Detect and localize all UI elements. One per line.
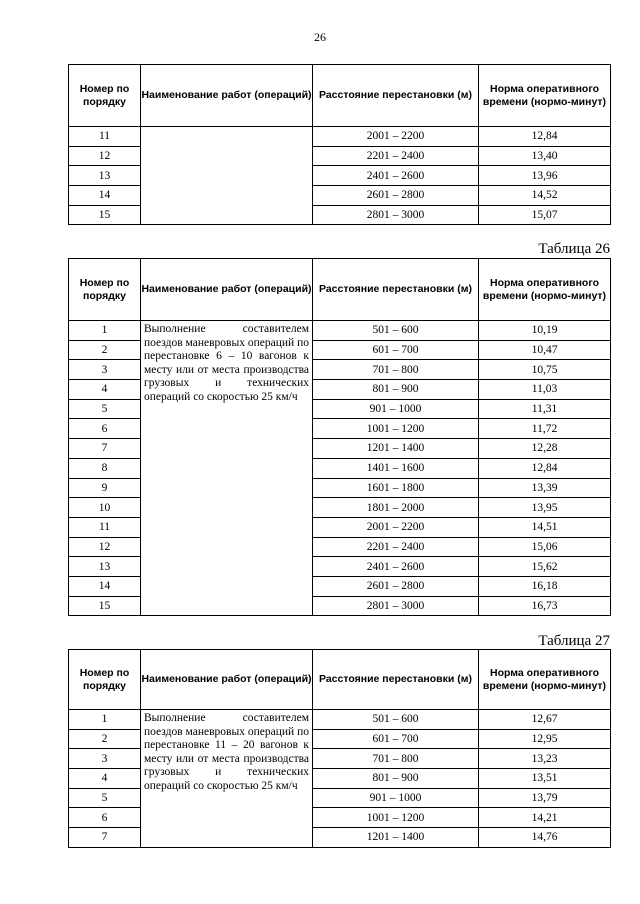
norm-time-cell: 13,23: [479, 749, 611, 769]
operation-description-cell: Выполнение составителем поездов маневровых операций по перестановке 11 – 20 вагонов к месту или от места производства грузовых и технических операций со скоростью 25 км/ч: [141, 710, 313, 848]
page-number: 26: [314, 30, 326, 44]
norm-time-cell: 15,06: [479, 537, 611, 557]
norm-time-cell: 12,95: [479, 729, 611, 749]
column-header-number: Номер по порядку: [69, 259, 141, 321]
norm-time-cell: 13,95: [479, 498, 611, 518]
norm-time-cell: 14,51: [479, 517, 611, 537]
column-header-norm: Норма оперативного времени (нормо-минут): [479, 259, 611, 321]
norm-time-cell: 13,39: [479, 478, 611, 498]
norm-time-cell: 12,67: [479, 710, 611, 730]
norm-time-cell: 14,21: [479, 808, 611, 828]
norm-time-cell: 10,75: [479, 360, 611, 380]
distance-cell: 2801 – 3000: [313, 205, 479, 225]
column-header-name: Наименование работ (операций): [141, 259, 313, 321]
operation-description-cell: Выполнение составителем поездов маневровых операций по перестановке 6 – 10 вагонов к месту или от места производства грузовых и технических операций со скоростью 25 км/ч: [141, 321, 313, 616]
norm-time-cell: 13,51: [479, 769, 611, 789]
row-number-cell: 14: [69, 576, 141, 596]
distance-cell: 2001 – 2200: [313, 517, 479, 537]
norm-time-cell: 12,84: [479, 127, 611, 147]
table-header-row: [69, 65, 611, 127]
row-number-cell: 12: [69, 537, 141, 557]
row-number-cell: 2: [69, 340, 141, 360]
norm-time-cell: 15,62: [479, 557, 611, 577]
norm-time-cell: 16,73: [479, 596, 611, 616]
distance-cell: 2201 – 2400: [313, 146, 479, 166]
row-number-cell: 5: [69, 399, 141, 419]
distance-cell: 1001 – 1200: [313, 419, 479, 439]
column-header-distance: Расстояние перестановки (м): [313, 259, 479, 321]
norm-time-cell: 16,18: [479, 576, 611, 596]
column-header-number: Номер по порядку: [69, 65, 141, 127]
row-number-cell: 8: [69, 458, 141, 478]
row-number-cell: 4: [69, 769, 141, 789]
row-number-cell: 7: [69, 439, 141, 459]
row-number-cell: 3: [69, 360, 141, 380]
column-header-norm: Норма оперативного времени (нормо-минут): [479, 650, 611, 710]
norm-time-cell: 10,47: [479, 340, 611, 360]
norm-time-cell: 14,76: [479, 828, 611, 848]
distance-cell: 901 – 1000: [313, 399, 479, 419]
row-number-cell: 9: [69, 478, 141, 498]
row-number-cell: 4: [69, 380, 141, 400]
row-number-cell: 5: [69, 788, 141, 808]
row-number-cell: 7: [69, 828, 141, 848]
norm-time-cell: 12,28: [479, 439, 611, 459]
distance-cell: 2601 – 2800: [313, 186, 479, 206]
row-number-cell: 3: [69, 749, 141, 769]
norm-time-cell: 11,03: [479, 380, 611, 400]
distance-cell: 601 – 700: [313, 340, 479, 360]
table-row: [69, 710, 611, 730]
column-header-distance: Расстояние перестановки (м): [313, 650, 479, 710]
distance-cell: 1801 – 2000: [313, 498, 479, 518]
distance-cell: 2401 – 2600: [313, 557, 479, 577]
table-header-row: [69, 650, 611, 710]
row-number-cell: 10: [69, 498, 141, 518]
table-row: [69, 321, 611, 341]
distance-cell: 2201 – 2400: [313, 537, 479, 557]
distance-cell: 601 – 700: [313, 729, 479, 749]
column-header-name: Наименование работ (операций): [141, 65, 313, 127]
distance-cell: 2601 – 2800: [313, 576, 479, 596]
norm-time-cell: 13,96: [479, 166, 611, 186]
row-number-cell: 11: [69, 127, 141, 147]
norm-time-cell: 12,84: [479, 458, 611, 478]
column-header-norm: Норма оперативного времени (нормо-минут): [479, 65, 611, 127]
row-number-cell: 13: [69, 557, 141, 577]
distance-cell: 701 – 800: [313, 749, 479, 769]
row-number-cell: 11: [69, 517, 141, 537]
distance-cell: 2801 – 3000: [313, 596, 479, 616]
distance-cell: 801 – 900: [313, 769, 479, 789]
row-number-cell: 15: [69, 596, 141, 616]
row-number-cell: 15: [69, 205, 141, 225]
norms-table-continued: [68, 64, 611, 225]
distance-cell: 501 – 600: [313, 321, 479, 341]
table-caption-26: Таблица 26: [538, 241, 610, 257]
distance-cell: 701 – 800: [313, 360, 479, 380]
row-number-cell: 1: [69, 321, 141, 341]
distance-cell: 1401 – 1600: [313, 458, 479, 478]
row-number-cell: 14: [69, 186, 141, 206]
column-header-number: Номер по порядку: [69, 650, 141, 710]
table-header-row: [69, 259, 611, 321]
norms-table-26: [68, 258, 611, 616]
row-number-cell: 1: [69, 710, 141, 730]
norm-time-cell: 11,31: [479, 399, 611, 419]
row-number-cell: 2: [69, 729, 141, 749]
distance-cell: 1201 – 1400: [313, 439, 479, 459]
norm-time-cell: 14,52: [479, 186, 611, 206]
column-header-distance: Расстояние перестановки (м): [313, 65, 479, 127]
distance-cell: 801 – 900: [313, 380, 479, 400]
norm-time-cell: 10,19: [479, 321, 611, 341]
row-number-cell: 6: [69, 419, 141, 439]
norm-time-cell: 13,40: [479, 146, 611, 166]
norm-time-cell: 15,07: [479, 205, 611, 225]
distance-cell: 1601 – 1800: [313, 478, 479, 498]
norm-time-cell: 13,79: [479, 788, 611, 808]
table-row: [69, 127, 611, 147]
operation-description-cell: [141, 127, 313, 225]
norms-table-27: [68, 649, 611, 848]
distance-cell: 501 – 600: [313, 710, 479, 730]
distance-cell: 1001 – 1200: [313, 808, 479, 828]
column-header-name: Наименование работ (операций): [141, 650, 313, 710]
row-number-cell: 13: [69, 166, 141, 186]
row-number-cell: 12: [69, 146, 141, 166]
distance-cell: 1201 – 1400: [313, 828, 479, 848]
row-number-cell: 6: [69, 808, 141, 828]
distance-cell: 901 – 1000: [313, 788, 479, 808]
norm-time-cell: 11,72: [479, 419, 611, 439]
table-caption-27: Таблица 27: [538, 633, 610, 649]
distance-cell: 2401 – 2600: [313, 166, 479, 186]
distance-cell: 2001 – 2200: [313, 127, 479, 147]
